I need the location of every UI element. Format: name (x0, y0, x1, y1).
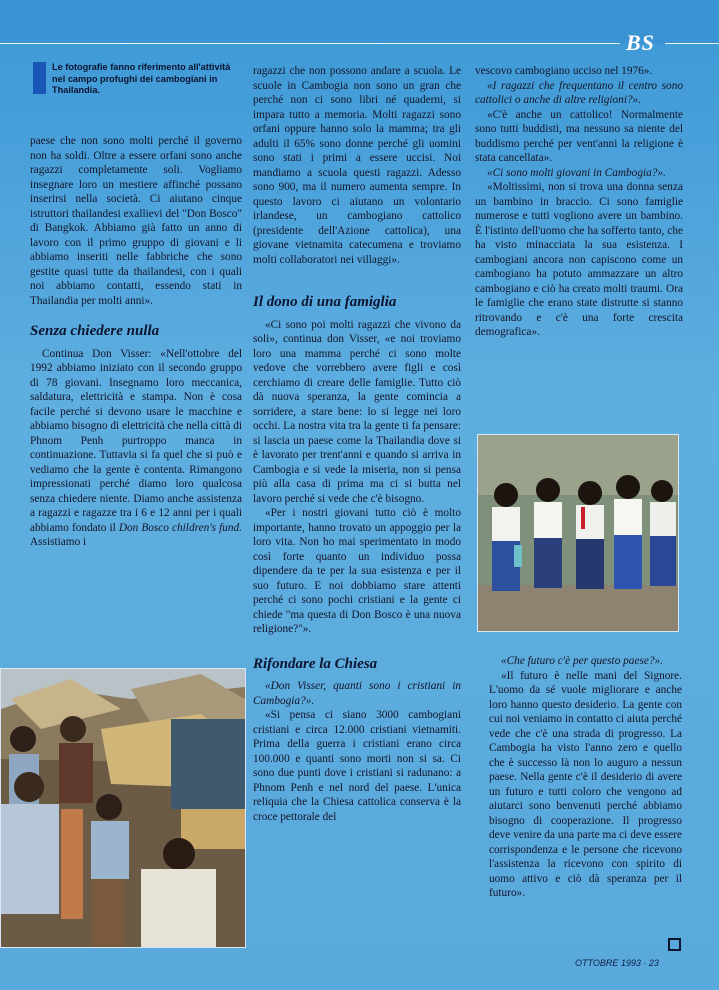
col3-question-1: «I ragazzi che frequentano il centro sono cattolici o anche di altre religioni?». (475, 79, 683, 106)
header-rule-right (665, 43, 719, 44)
col1-paragraph-2 (30, 347, 242, 550)
col3-paragraph-3: «Moltissimi, non si trova una donna senza un bambino in braccio. Ci sono famiglie numerose e tutti vogliono avere un bambino. È l'istinto dell'uomo che ha sofferto tanto, che ha visto minacciata la sua esistenza. I cambogiani ancora non capiscono come un cambogiano ha potuto ammazzare un altro cambogiano e ciò ha creato molti traumi. Ora le famiglie che erano state distrutte si stanno ritrovando e c'è una forte crescita demografica». (475, 181, 683, 338)
col3-paragraph-4: «Il futuro è nelle mani del Signore. L'uomo da sé vuole migliorare e anche loro hanno questo desiderio. La gente con cui noi veniamo in contatto ci aiuta perché vede che c'è una strada di progresso. La Cambogia ha visto l'anno zero e quello che è successo là non lo auguro a nessun paese. Nella gente c'è il desiderio di avere un futuro e tutti coloro che vengono ad aiutarci sono benvenuti perché abbiamo bisogno di cooperazione. Il progresso deve venire da una parte ma ci deve essere corrispondenza e le persone che ricevono l'assistenza la ricevono con spirito di uomo attivo e ciò dà speranza per il futuro». (489, 669, 682, 899)
col2-paragraph-1: ragazzi che non possono andare a scuola. Le scuole in Cambogia non sono un gran che perché non ci sono libri né quaderni, si impara tutto a memoria. Molti ragazzi sono orfani oppure hanno solo la mamma; tra gli adulti il 65% sono donne perché gli uomini sono stati i primi a essere uccisi. Noi mandiamo a scuola questi ragazzi. Adesso sono 900, ma il numero aumenta sempre. In questo lavoro ci aiutano un volontario irlandese, un cambogiano cattolico (presidente dell'Azione cattolica), una giovane vietnamita catecumena e troviamo molti collaboratori nei villaggi». (253, 65, 461, 266)
column-3-top (475, 64, 683, 340)
photo-caption: Le fotografie fanno riferimento all'attività nel campo profughi dei cambogiani in Thailandia. (52, 62, 231, 95)
column-2 (253, 64, 461, 824)
col3-paragraph-1: vescovo cambogiano ucciso nel 1976». (475, 65, 653, 77)
page-footer: OTTOBRE 1993 · 23 (575, 958, 659, 968)
column-1 (30, 134, 242, 550)
col2-paragraph-2: «Ci sono poi molti ragazzi che vivono da soli», continua don Visser, «e noi troviamo loro una mamma perché ci sono molte vedove che vorrebbero avere figli e così cerchiamo di creare delle famiglie. Tutto ciò dà nuova speranza, la gente comincia a sorridere, a stare bene: lo si legge nei loro occhi. La nostra vita tra la gente ti fa pensare: si lascia un paese come la Thailandia dove si è lavorato per trent'anni e quando si arriva in Cambogia e si vede la miseria, non si pensa più alla casa di prima ma ci si butta nel lavoro perché si vede che c'è bisogno. (253, 318, 461, 505)
refugee-camp-photo (0, 668, 246, 948)
heading-senza-chiedere: Senza chiedere nulla (30, 323, 160, 339)
col1-p2-end: Assistiamo i (30, 536, 87, 548)
col3-question-3: «Che futuro c'è per questo paese?». (501, 655, 664, 667)
header-rule (0, 43, 620, 44)
heading-rifondare: Rifondare la Chiesa (253, 655, 378, 672)
col3-question-2: «Ci sono molti giovani in Cambogia?». (487, 166, 666, 179)
schoolchildren-photo (477, 434, 679, 632)
col1-paragraph-1: paese che non sono molti perché il governo non ha soldi. Oltre a essere orfani sono anche ragazzi completamente soli. Vogliamo insegnare loro un mestiere affinché possano inserirsi nella società. Ci aiutano cinque istruttori thailandesi exallievi del "Don Bosco" di Bangkok. Abbiamo già fatto un anno di lavoro con il primo gruppo di giovani e li abbiamo inseriti nelle fabbriche che sono gestite quasi tutte da thailandesi, con i quali noi abbiamo contatti, essendo stati in Thailandia per molti anni». (30, 135, 242, 307)
col1-p2-text: Continua Don Visser: «Nell'ottobre del 1992 abbiamo iniziato con il secondo gruppo di 78 giovani. Insegnamo loro meccanica, saldatura, elettricità e stampa. Non è cosa facile perché si devono usare le macchine e abbiamo bisogno di elettricità che nella città di Phnom Penh purtroppo manca in continuazione. Tuttavia si fa quel che si può e vediamo che la gente è contenta. Rimangono impressionati perché diamo loro qualcosa senza chiedere niente. Diamo anche assistenza a ragazzi e ragazze tra i 6 e 12 anni per i quali abbiamo fondato il (30, 347, 242, 534)
end-of-article-mark (668, 938, 681, 951)
top-band (0, 0, 719, 44)
section-tag: BS (626, 30, 655, 55)
col1-p2-italic: Don Bosco children's fund. (118, 521, 242, 534)
col3-paragraph-2: «C'è anche un cattolico! Normalmente sono tutti buddisti, ma nessuno sa niente del buddismo perché per vent'anni la religione è stata cancellata». (475, 108, 683, 164)
col2-paragraph-3: «Per i nostri giovani tutto ciò è molto importante, hanno trovato un appoggio per la loro vita. Non ho mai sperimentato in modo così forte quanto un individuo possa dipendere da te per la sua esistenza e per il suo futuro. E noi dobbiamo stare attenti perché ci sono pochi cristiani e la gente ci chiede "ma questa di Don Bosco è una nuova religione?"». (253, 507, 461, 635)
column-3-bottom (489, 654, 682, 901)
caption-marker (33, 62, 46, 94)
col2-paragraph-4: «Si pensa ci siano 3000 cambogiani cristiani e circa 12.000 cristiani vietnamiti. Prima della guerra i cristiani erano circa 100.000 e quanti sono morti non si sa. Ci sono due punti dove i cristiani si radunano: a Phnom Penh e nel nord del paese. L'unica reliquia che la Chiesa cattolica conserva è la croce pettorale del (253, 709, 461, 823)
col2-question: «Don Visser, quanti sono i cristiani in Cambogia?». (253, 680, 461, 707)
heading-dono-famiglia: Il dono di una famiglia (253, 294, 397, 310)
